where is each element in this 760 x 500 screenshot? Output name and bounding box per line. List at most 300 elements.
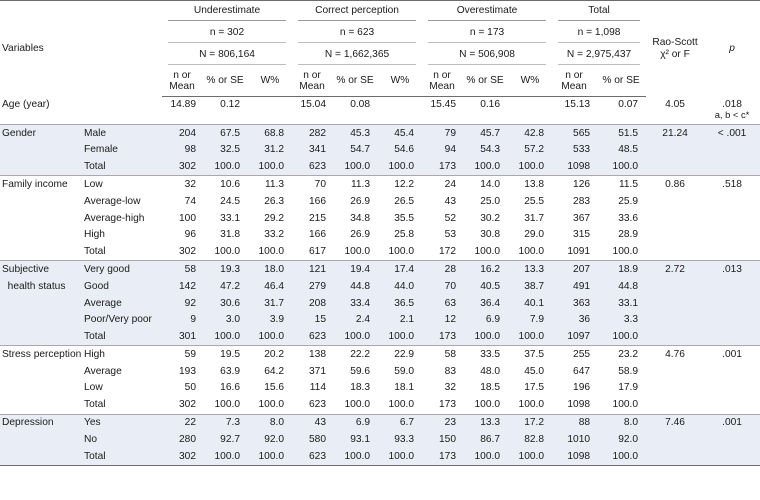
category-label: Total [82,159,162,176]
rao-scott-value [646,397,704,414]
cell-value: 208 [292,295,332,312]
cell-value: 67.5 [202,125,248,142]
cell-value: 98 [162,142,202,159]
cell-value: 623 [292,329,332,346]
cell-value: 100.0 [462,159,508,176]
category-label: Low [84,382,103,394]
category-label: Average-low [84,195,141,207]
table-row [0,142,760,159]
cell-value: 166 [309,229,327,241]
category-label: No [82,431,162,448]
cell-value: 19.5 [202,346,248,363]
rao-scott-value [646,210,704,227]
cell-value: 22.2 [332,346,378,363]
cell-value: 15.45 [430,99,457,110]
cell-value: 31.8 [220,229,240,241]
p-value [704,380,760,397]
p-value [704,125,760,142]
cell-value: 100.0 [378,159,422,176]
cell-value: 617 [309,246,327,258]
cell-value: 45.3 [332,125,378,142]
table-row [0,176,760,193]
cell-value: 1097 [552,329,596,346]
cell-value: 100.0 [596,159,646,176]
cell-value: 18.5 [480,382,501,394]
cell-value: 48.5 [596,142,646,159]
cell-value: 46.4 [248,278,292,295]
cell-value: 100.0 [258,246,285,258]
rao-scott-value: 2.72 [646,261,704,278]
col-wpct: W% [248,67,292,97]
cell-value: 82.8 [508,431,552,448]
cell-value: 44.8 [332,278,378,295]
cell-value: 100.0 [462,448,508,465]
cell-value: 64.2 [264,365,285,377]
cell-value: 11.3 [248,176,292,193]
cell-value: 100.0 [248,329,292,346]
cell-value: 100.0 [248,159,292,176]
p-value [704,159,760,176]
rao-scott-value [646,312,704,329]
table-row [0,278,760,295]
cell-value: 14.0 [462,176,508,193]
group-header-overestimate: Overestimate [428,2,546,21]
variable-label [0,448,82,465]
group-header-underestimate: Underestimate [168,2,286,21]
cell-value: 54.3 [462,142,508,159]
cell-value: 33.1 [220,212,240,224]
p-value-text: .018 [722,98,742,110]
cell-value: 45.4 [378,125,422,142]
group-N-overestimate: N = 506,908 [428,46,546,65]
p-header: p [704,1,760,97]
rao-scott-value: 0.86 [646,176,704,193]
cell-value: 58 [422,346,462,363]
cell-value: 623 [292,159,332,176]
p-value [704,193,760,210]
cell-value: 70 [422,278,462,295]
p-value [704,329,760,346]
cell-value: 40.5 [462,278,508,295]
cell-value: 92.0 [596,431,646,448]
p-value [704,346,760,363]
cell-value: 54.6 [378,142,422,159]
p-value [704,431,760,448]
category-label: Male [82,125,162,142]
variable-label [0,159,82,176]
cell-value: 30.2 [480,212,501,224]
cell-value: 51.5 [596,125,646,142]
table-row [0,295,760,312]
cell-value: 100.0 [258,399,285,411]
cell-value: 6.9 [332,414,378,431]
variable-label [0,193,82,210]
cell-value: 215 [309,212,327,224]
cell-value: 7.3 [202,414,248,431]
variable-label: health status [0,278,82,295]
category-label: Low [82,176,162,193]
cell-value: 93.1 [332,431,378,448]
category-label: Average [82,295,162,312]
cell-value: 9 [162,312,202,329]
table-header [0,1,760,97]
cell-value: 19.4 [332,261,378,278]
col-pctse: % or SE [596,67,646,97]
cell-value: 367 [573,212,591,224]
rao-scott-value [646,193,704,210]
cell-value: 12 [422,312,462,329]
table-row [0,227,760,244]
rao-scott-value: 4.05 [665,98,685,110]
cell-value: 15.13 [564,99,591,110]
cell-value: 28 [422,261,462,278]
cell-value: 22 [162,414,202,431]
category-label: Total [84,246,106,258]
variable-label [0,329,82,346]
cell-value: 18.1 [394,382,415,394]
cell-value: 138 [292,346,332,363]
cell-value: 43 [292,414,332,431]
cell-value: 79 [422,125,462,142]
cell-value: 45.7 [462,125,508,142]
cell-value: 173 [439,399,457,411]
cell-value: 86.7 [462,431,508,448]
p-value [704,244,760,261]
cell-value: 0.07 [618,99,639,110]
cell-value: 623 [309,399,327,411]
group-N-correct: N = 1,662,365 [298,46,416,65]
cell-value: 15.04 [300,99,327,110]
cell-value: 100.0 [508,329,552,346]
cell-value: 25.8 [394,229,415,241]
cell-value: 100.0 [612,246,639,258]
cell-value: 74 [184,195,196,207]
variables-header: Variables [0,1,162,97]
cell-value: 26.9 [350,195,371,207]
variable-label [0,244,82,261]
cell-value: 100.0 [202,159,248,176]
cell-value: 2.4 [332,312,378,329]
cell-value: 1010 [552,431,596,448]
cell-value: 150 [422,431,462,448]
p-value [704,278,760,295]
variable-label: Age (year) [2,98,50,110]
variable-label: Stress perception [0,346,82,363]
cell-value: 10.6 [202,176,248,193]
cell-value: 3.0 [202,312,248,329]
rao-scott-value [646,227,704,244]
cell-value: 100.0 [388,246,415,258]
cell-value: 3.3 [596,312,646,329]
group-n-underestimate: n = 302 [168,24,286,43]
cell-value: 193 [179,365,196,377]
col-pctse: % or SE [462,67,508,97]
col-nmean: n or Mean [422,67,462,97]
variable-label [0,142,82,159]
cell-value: 315 [573,229,591,241]
cell-value: 29.2 [264,212,285,224]
cell-value: 14.89 [170,99,196,110]
p-value [704,414,760,431]
cell-value: 207 [552,261,596,278]
category-label: Average-high [84,212,145,224]
cell-value: 24.5 [220,195,240,207]
cell-value: 100.0 [344,399,371,411]
cell-value: 32 [162,176,202,193]
cell-value: 173 [422,159,462,176]
cell-value: 8.0 [596,414,646,431]
p-value [704,142,760,159]
cell-value: 53 [444,229,457,241]
cell-value: 533 [552,142,596,159]
col-pctse: % or SE [202,67,248,97]
cell-value [378,97,422,125]
cell-value: 48.0 [480,365,501,377]
cell-value: 18.3 [350,382,371,394]
cell-value: 94 [422,142,462,159]
cell-value: 22.9 [378,346,422,363]
cell-value: 26.3 [264,195,285,207]
cell-value: 121 [292,261,332,278]
cell-value: 1098 [552,159,596,176]
rao-scott-value [646,244,704,261]
cell-value: 70 [292,176,332,193]
variable-label [0,431,82,448]
p-value-text: .001 [722,417,742,429]
cell-value: 580 [292,431,332,448]
p-value [704,97,760,125]
cell-value: 100.0 [378,329,422,346]
cell-value: 30.8 [480,229,501,241]
cell-value: 8.0 [248,414,292,431]
variable-label [0,227,82,244]
cell-value: 301 [162,329,202,346]
cell-value: 363 [552,295,596,312]
cell-value: 17.5 [524,382,545,394]
cell-value: 100.0 [508,159,552,176]
cell-value: 25.0 [480,195,501,207]
cell-value: 173 [422,448,462,465]
cell-value: 100.0 [508,448,552,465]
cell-value: 33.5 [462,346,508,363]
cell-value: 100.0 [518,399,545,411]
category-label: Good [82,278,162,295]
p-value-text: .518 [722,178,742,190]
cell-value: 25.9 [618,195,639,207]
cell-value: 26.9 [350,229,371,241]
cell-value: 100.0 [596,448,646,465]
cell-value: 1091 [567,246,591,258]
cell-value: 28.9 [618,229,639,241]
category-label: Total [82,448,162,465]
p-value [704,210,760,227]
table-row [0,380,760,397]
cell-value: 31.2 [248,142,292,159]
table-row [0,397,760,414]
cell-value: 204 [162,125,202,142]
cell-value: 92.0 [248,431,292,448]
cell-value: 6.9 [462,312,508,329]
cell-value: 647 [573,365,591,377]
rao-scott-line2: χ² or F [660,48,690,60]
cell-value: 11.3 [332,176,378,193]
cell-value: 302 [162,448,202,465]
cell-value: 45.0 [524,365,545,377]
cell-value: 6.7 [378,414,422,431]
cell-value: 166 [309,195,327,207]
cell-value: 16.6 [220,382,240,394]
rao-scott-value: 7.46 [646,414,704,431]
variable-label: Family income [0,176,82,193]
cell-value: 37.5 [508,346,552,363]
table-row [0,159,760,176]
cell-value: 114 [309,382,327,394]
cell-value: 40.1 [508,295,552,312]
cell-value: 63.9 [220,365,240,377]
table-row [0,261,760,278]
cell-value: 100.0 [344,246,371,258]
cell-value: 491 [552,278,596,295]
cell-value: 93.3 [378,431,422,448]
cell-value: 280 [162,431,202,448]
cell-value: 88 [552,414,596,431]
cell-value: 302 [179,246,196,258]
p-value-text: .013 [722,263,742,275]
cell-value: 100.0 [332,159,378,176]
variable-label [0,312,82,329]
rao-scott-value [646,448,704,465]
col-nmean: n or Mean [292,67,332,97]
cell-value: 2.1 [378,312,422,329]
cell-value: 341 [292,142,332,159]
table-row [0,244,760,261]
group-N-underestimate: N = 806,164 [168,46,286,65]
rao-scott-value: 21.24 [646,125,704,142]
cell-value: 371 [309,365,327,377]
cell-value: 0.12 [220,99,240,110]
group-N-total: N = 2,975,437 [558,46,640,65]
col-nmean: n or Mean [552,67,596,97]
cell-value: 100.0 [202,448,248,465]
cell-value: 279 [292,278,332,295]
cell-value: 302 [162,159,202,176]
rao-scott-value [646,431,704,448]
variable-label: Subjective [0,261,82,278]
cell-value: 33.6 [618,212,639,224]
cell-value: 13.8 [508,176,552,193]
cell-value: 623 [292,448,332,465]
cell-value: 196 [573,382,591,394]
cell-value: 36 [552,312,596,329]
cell-value: 59.0 [394,365,415,377]
p-value [704,448,760,465]
cell-value: 13.3 [508,261,552,278]
variable-label: Depression [0,414,82,431]
cell-value: 1098 [552,448,596,465]
cell-value: 50 [184,382,196,394]
cell-value: 33.1 [596,295,646,312]
group-header-correct: Correct perception [298,2,416,21]
cell-value: 34.8 [350,212,371,224]
rao-scott-value: 4.76 [646,346,704,363]
p-value [704,261,760,278]
variable-label [0,363,82,380]
category-label: High [84,229,105,241]
cell-value: 33.4 [332,295,378,312]
cell-value: 1098 [567,399,591,411]
cell-value: 100.0 [378,448,422,465]
group-n-total: n = 1,098 [558,24,640,43]
group-n-overestimate: n = 173 [428,24,546,43]
p-value-text: .001 [722,348,742,360]
cell-value: 83 [444,365,457,377]
category-label: High [82,346,162,363]
cell-value: 126 [552,176,596,193]
cell-value: 31.7 [524,212,545,224]
cell-value: 26.5 [394,195,415,207]
cell-value: 100.0 [214,246,240,258]
p-value-text: < .001 [717,127,747,139]
cell-value: 100.0 [332,329,378,346]
cell-value: 0.16 [480,99,501,110]
cell-value: 19.3 [202,261,248,278]
cell-value: 35.5 [394,212,415,224]
rao-scott-value [646,363,704,380]
cell-value: 565 [552,125,596,142]
cell-value: 32 [444,382,457,394]
cell-value: 3.9 [248,312,292,329]
cell-value: 57.2 [508,142,552,159]
cell-value: 100.0 [596,329,646,346]
cell-value: 100.0 [388,399,415,411]
cell-value: 44.0 [378,278,422,295]
cell-value: 15 [292,312,332,329]
cell-value: 43 [444,195,457,207]
col-wpct: W% [508,67,552,97]
cell-value [248,97,292,125]
cell-value: 54.7 [332,142,378,159]
category-label: Female [82,142,162,159]
cell-value: 7.9 [508,312,552,329]
cell-value: 100.0 [612,399,639,411]
rao-scott-value [646,295,704,312]
table-row [0,312,760,329]
posthoc-note: a, b < c* [714,109,750,121]
cell-value: 59.6 [350,365,371,377]
variable-label [0,210,82,227]
cell-value: 100.0 [462,329,508,346]
table-row [0,125,760,142]
cell-value: 58 [162,261,202,278]
rao-scott-value [646,278,704,295]
category-label: Very good [82,261,162,278]
cell-value: 100.0 [474,246,501,258]
cell-value: 172 [439,246,457,258]
cell-value: 100.0 [332,448,378,465]
cell-value: 100.0 [518,246,545,258]
p-value [704,176,760,193]
rao-scott-value [646,159,704,176]
table-row [0,346,760,363]
table-row [0,431,760,448]
cell-value: 302 [179,399,196,411]
cell-value: 58.9 [618,365,639,377]
cell-value: 42.8 [508,125,552,142]
table-row [0,448,760,465]
cell-value: 17.2 [508,414,552,431]
p-value [704,397,760,414]
cell-value: 18.0 [248,261,292,278]
